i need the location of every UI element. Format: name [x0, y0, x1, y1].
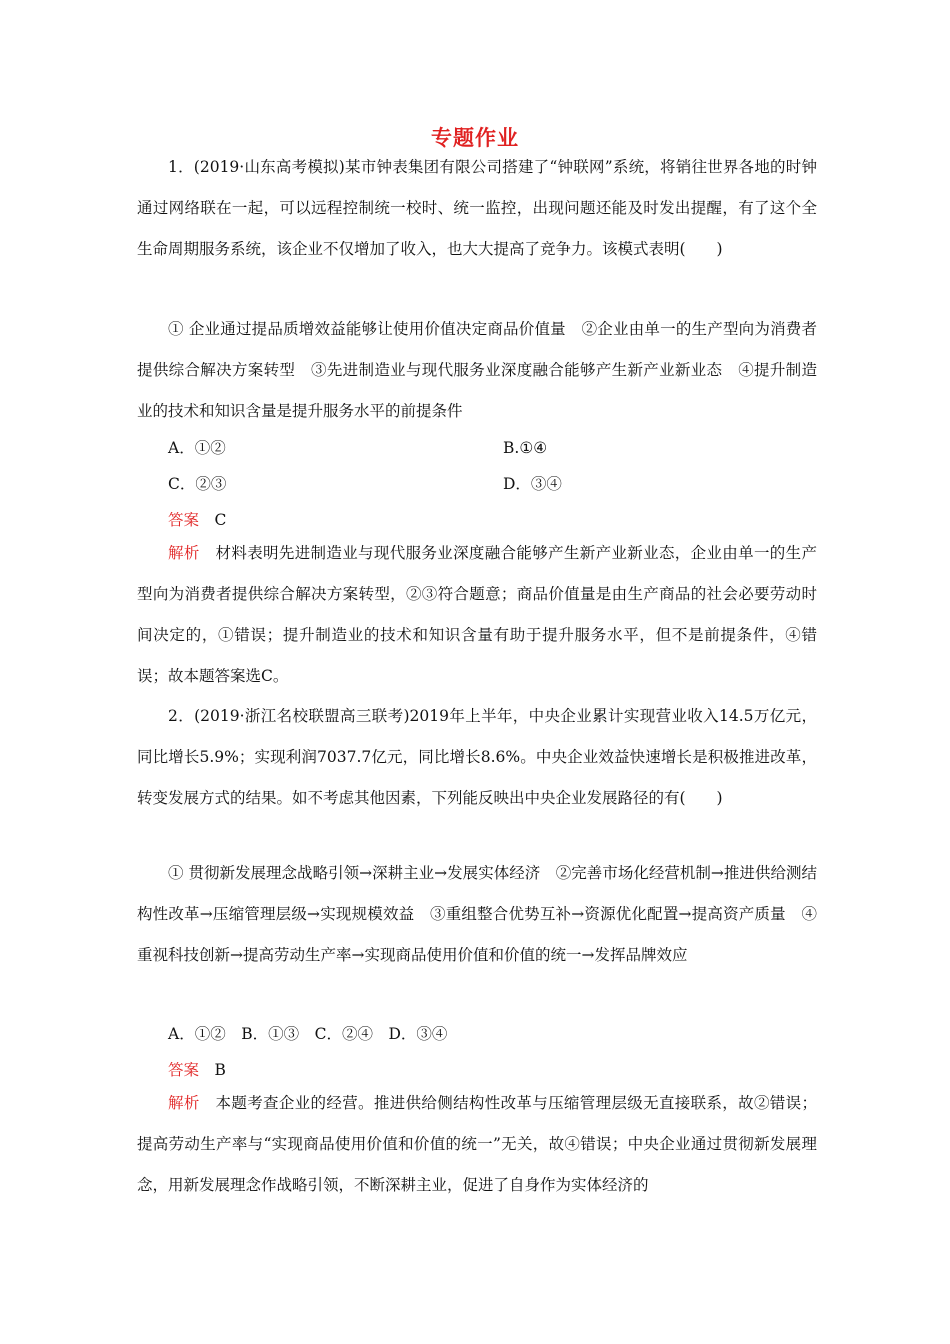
answer-value: C	[214, 511, 227, 529]
analysis-label: 解析	[168, 544, 200, 562]
question-2-stem: 2．(2019·浙江名校联盟高三联考)2019年上半年，中央企业累计实现营业收入14.5万亿元，同比增长5.9%；实现利润7037.7亿元，同比增长8.6%。中央企业效益快速增长是积极推进改革，转变发展方式的结果。如不考虑其他因素，下列能反映出中央企业发展路径的有( )	[137, 707, 817, 807]
question-2-options: A．①② B．①③ C．②④ D．③④	[168, 1025, 448, 1043]
answer-label: 答案	[168, 511, 200, 529]
analysis-text: 材料表明先进制造业与现代服务业深度融合能够产生新产业新业态，企业由单一的生产型向为消费者提供综合解决方案转型，②③符合题意；商品价值量是由生产商品的社会必要劳动时间决定的，①错误；提升制造业的技术和知识含量有助于提升服务水平，但不是前提条件，④错误；故本题答案选C。	[137, 544, 817, 685]
question-1-analysis	[137, 533, 817, 697]
question-1-option-a: A．①②	[168, 439, 226, 457]
question-1-option-b: B.①④	[503, 439, 548, 457]
question-1-option-c: C．②③	[168, 475, 227, 493]
page-title: 专题作业	[431, 126, 519, 150]
analysis-text: 本题考查企业的经营。推进供给侧结构性改革与压缩管理层级无直接联系，故②错误；提高劳动生产率与“实现商品使用价值和价值的统一”无关，故④错误；中央企业通过贯彻新发展理念，用新发展理念作战略引领，不断深耕主业，促进了自身作为实体经济的	[137, 1094, 817, 1194]
question-2-analysis	[137, 1083, 817, 1206]
analysis-label: 解析	[168, 1094, 200, 1112]
question-2-answer	[168, 1058, 226, 1082]
question-1-statements: ① 企业通过提品质增效益能够让使用价值决定商品价值量 ②企业由单一的生产型向为消费者提供综合解决方案转型 ③先进制造业与现代服务业深度融合能够产生新产业新业态 ④提升制造业的技术和知识含量是提升服务水平的前提条件	[137, 320, 817, 420]
answer-value: B	[214, 1061, 226, 1079]
question-1-answer	[168, 508, 226, 532]
answer-label: 答案	[168, 1061, 200, 1079]
question-1-stem: 1．(2019·山东高考模拟)某市钟表集团有限公司搭建了“钟联网”系统，将销往世界各地的时钟通过网络联在一起，可以远程控制统一校时、统一监控，出现问题还能及时发出提醒，有了这个全生命周期服务系统，该企业不仅增加了收入，也大大提高了竞争力。该模式表明( )	[137, 158, 817, 258]
question-2-statements: ① 贯彻新发展理念战略引领→深耕主业→发展实体经济 ②完善市场化经营机制→推进供给测结构性改革→压缩管理层级→实现规模效益 ③重组整合优势互补→资源优化配置→提高资产质量 ④重视科技创新→提高劳动生产率→实现商品使用价值和价值的统一→发挥品牌效应	[137, 864, 817, 964]
question-1-option-d: D．③④	[503, 475, 562, 493]
